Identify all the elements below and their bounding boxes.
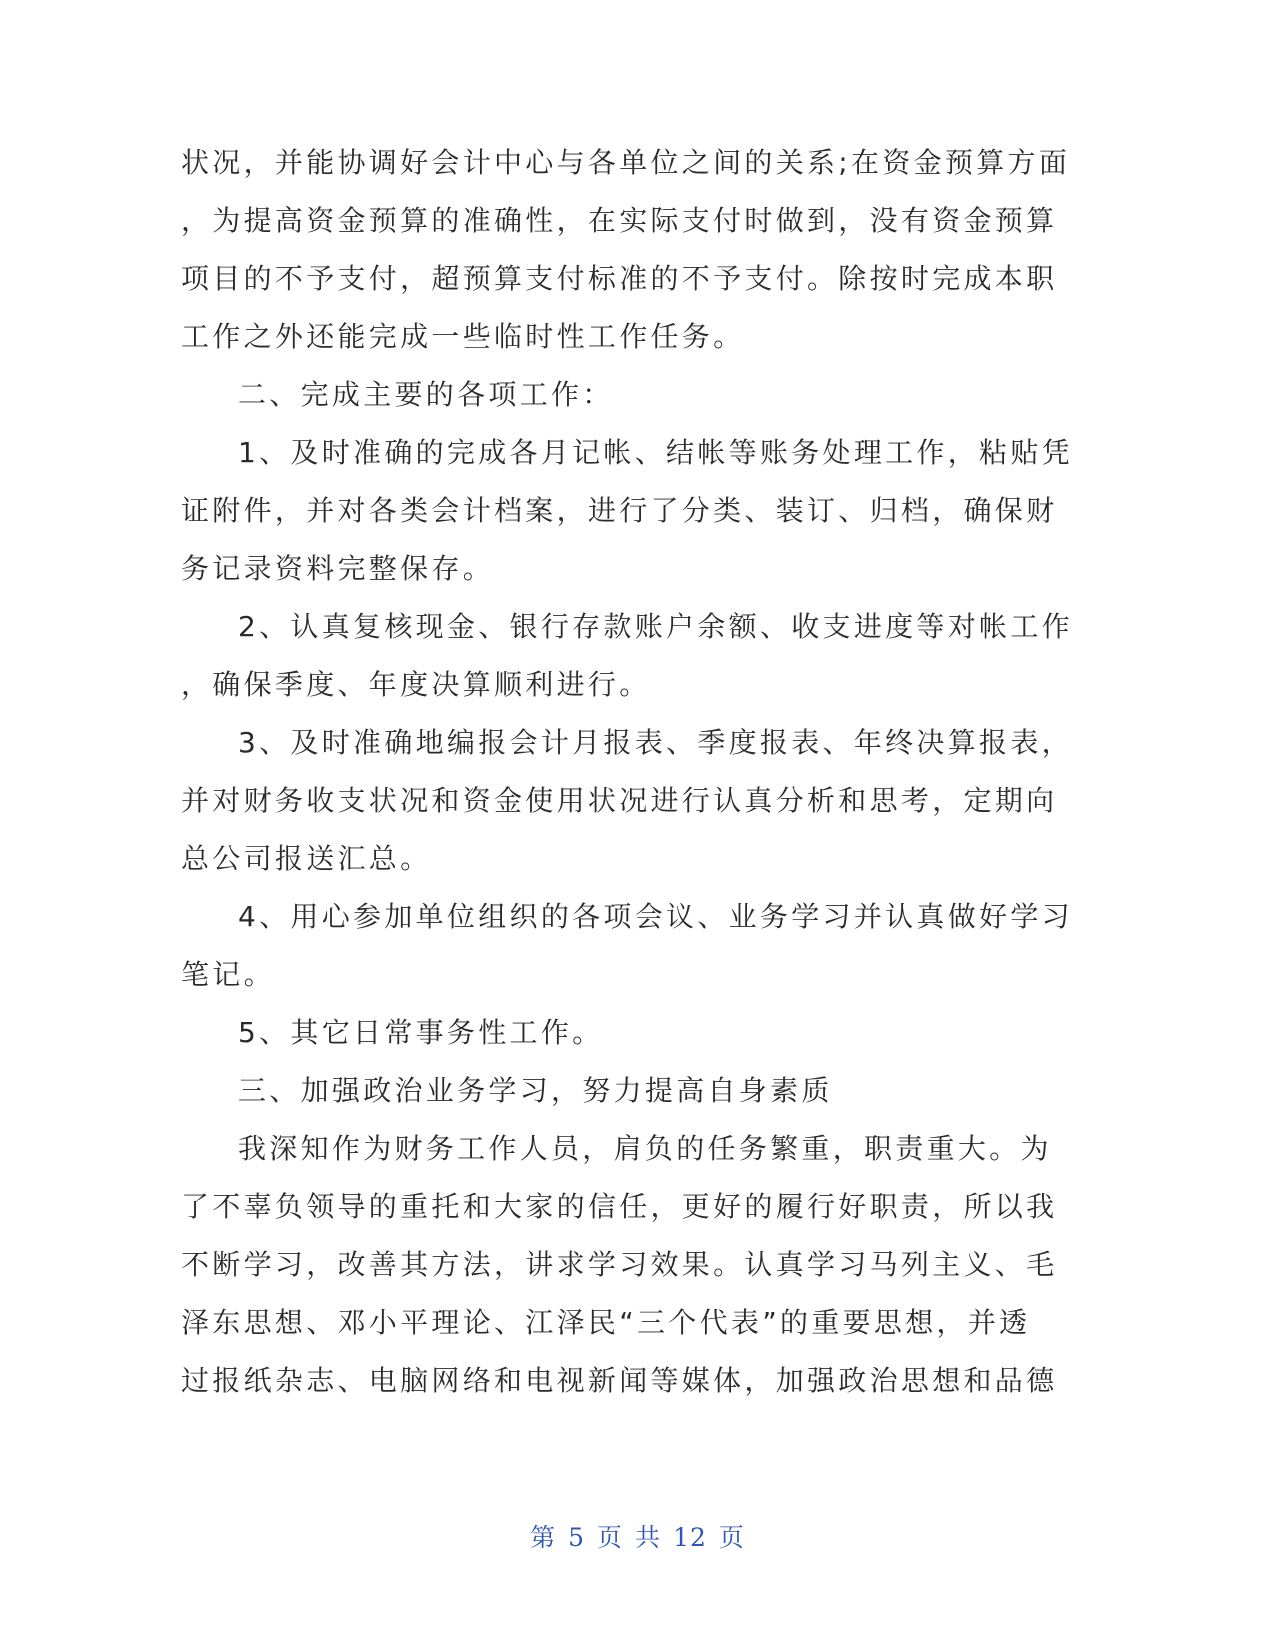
text-line-9: 2、认真复核现金、银行存款账户余额、收支进度等对帐工作 [238, 610, 1073, 643]
footer-suffix: 页 [718, 1523, 745, 1552]
text-line-10: ，确保季度、年度决算顺利进行。 [181, 668, 651, 701]
text-line-6: 1、及时准确的完成各月记帐、结帐等账务处理工作，粘贴凭 [238, 436, 1073, 469]
text-line-14: 4、用心参加单位组织的各项会议、业务学习并认真做好学习 [238, 900, 1073, 933]
text-line-13: 总公司报送汇总。 [181, 842, 432, 875]
text-line-2: ，为提高资金预算的准确性，在实际支付时做到，没有资金预算 [181, 204, 1058, 237]
text-line-8: 务记录资料完整保存。 [181, 552, 495, 585]
footer-current-page: 5 [568, 1523, 586, 1552]
footer-total-pages: 12 [673, 1523, 707, 1552]
text-line-21: 泽东思想、邓小平理论、江泽民“三个代表”的重要思想，并透 [181, 1306, 1031, 1339]
text-line-11: 3、及时准确地编报会计月报表、季度报表、年终决算报表， [238, 726, 1073, 759]
footer-page-word: 页 [597, 1523, 624, 1552]
footer-total-word: 共 [635, 1523, 662, 1552]
text-line-16: 5、其它日常事务性工作。 [238, 1016, 604, 1049]
section-heading-3: 三、加强政治业务学习，努力提高自身素质 [238, 1074, 833, 1107]
text-line-19: 了不辜负领导的重托和大家的信任，更好的履行好职责，所以我 [181, 1190, 1058, 1223]
footer-prefix: 第 [530, 1523, 557, 1552]
section-heading-2: 二、完成主要的各项工作： [238, 378, 614, 411]
text-line-20: 不断学习，改善其方法，讲求学习效果。认真学习马列主义、毛 [181, 1248, 1058, 1281]
text-line-4: 工作之外还能完成一些临时性工作任务。 [181, 320, 745, 353]
text-line-3: 项目的不予支付，超预算支付标准的不予支付。除按时完成本职 [181, 262, 1058, 295]
text-line-18: 我深知作为财务工作人员，肩负的任务繁重，职责重大。为 [238, 1132, 1052, 1165]
text-line-7: 证附件，并对各类会计档案，进行了分类、装订、归档，确保财 [181, 494, 1058, 527]
text-line-15: 笔记。 [181, 958, 275, 991]
page-number-footer [0, 1518, 1275, 1554]
text-line-22: 过报纸杂志、电脑网络和电视新闻等媒体，加强政治思想和品德 [181, 1364, 1058, 1397]
text-line-12: 并对财务收支状况和资金使用状况进行认真分析和思考，定期向 [181, 784, 1058, 817]
text-line-1: 状况，并能协调好会计中心与各单位之间的关系;在资金预算方面 [181, 146, 1071, 179]
